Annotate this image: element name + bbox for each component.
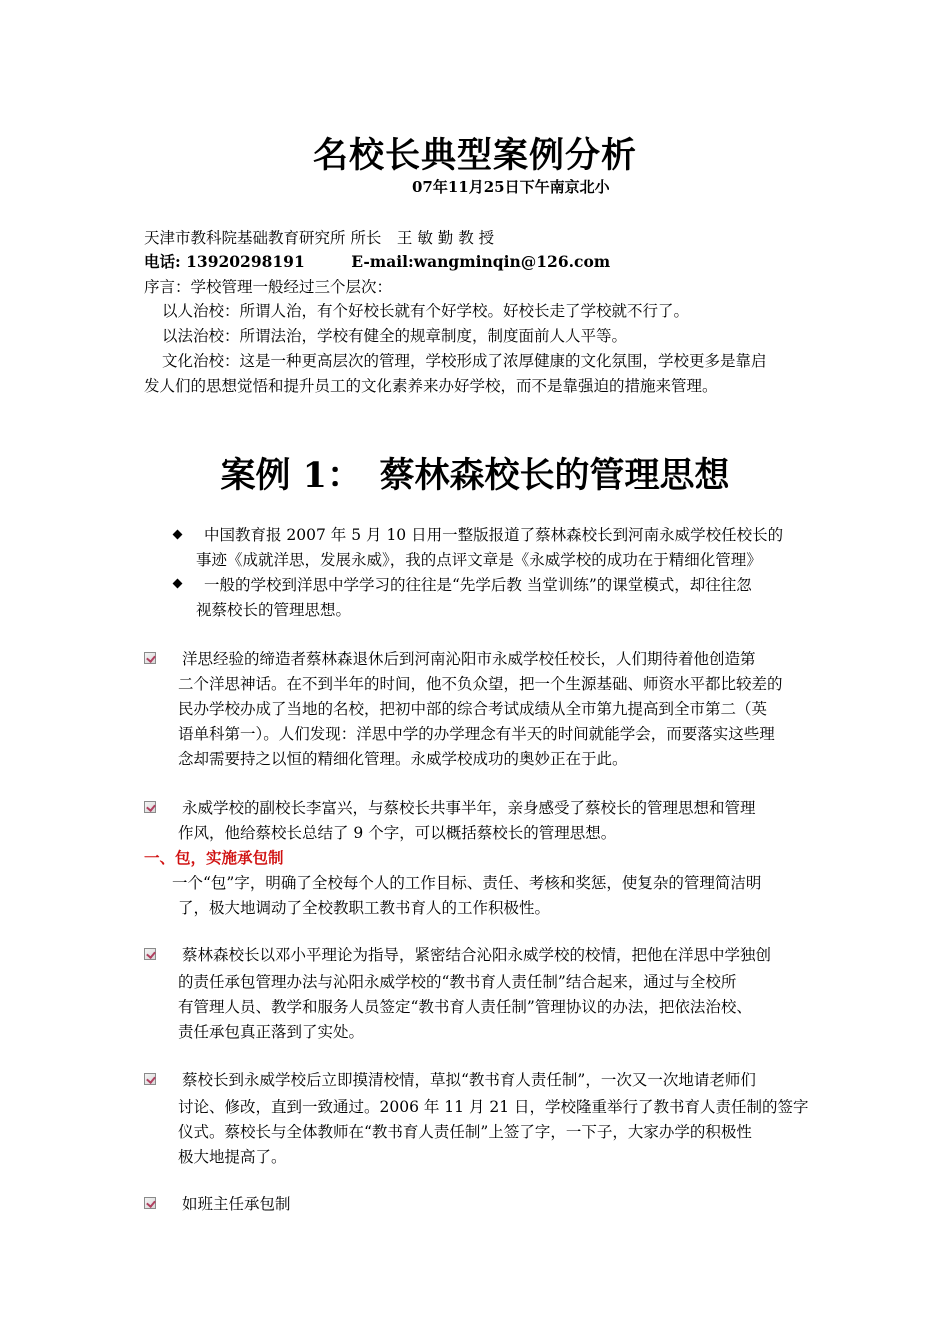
main-title: 名校长典型案例分析 bbox=[312, 135, 637, 176]
diamond-bullet-icon bbox=[173, 579, 183, 589]
checkbox-bullet-icon bbox=[144, 801, 156, 813]
case-title: 案例 1： 蔡林森校长的管理思想 bbox=[220, 455, 730, 496]
author-contact: 电话: 13920298191 E-mail:wangminqin@126.com bbox=[144, 252, 611, 271]
preface-rule-by-person: 以人治校：所谓人治，有个好校长就有个好学校。好校长走了学校就不行了。 bbox=[162, 302, 690, 320]
check-4-line-3: 仪式。蔡校长与全体教师在“教书育人责任制”上签了字，一下子，大家办学的积极性 bbox=[178, 1123, 752, 1141]
diamond-item-1-line-2: 事迹《成就洋思，发展永威》，我的点评文章是《永威学校的成功在于精细化管理》 bbox=[196, 551, 762, 569]
subtitle-date-location: 07年11月25日下午南京北小 bbox=[412, 178, 610, 196]
diamond-item-2-line-1: 一般的学校到洋思中学学习的往往是“先学后教 当堂训练”的课堂模式，却往往忽 bbox=[204, 576, 752, 594]
preface-rule-by-law: 以法治校：所谓法治，学校有健全的规章制度，制度面前人人平等。 bbox=[162, 327, 628, 345]
check-1-line-3: 民办学校办成了当地的名校，把初中部的综合考试成绩从全市第九提高到全市第二（英 bbox=[178, 700, 768, 718]
section-1-heading: 一、包，实施承包制 bbox=[144, 848, 284, 867]
checkbox-bullet-icon bbox=[144, 1197, 156, 1209]
preface-rule-by-culture: 文化治校：这是一种更高层次的管理，学校形成了浓厚健康的文化氛围，学校更多是靠启 bbox=[162, 352, 767, 370]
check-4-line-4: 极大地提高了。 bbox=[178, 1148, 287, 1166]
checkbox-bullet-icon bbox=[144, 948, 156, 960]
section-1-text-line-2: 了，极大地调动了全校教职工教书育人的工作积极性。 bbox=[178, 899, 551, 917]
check-3-line-1: 蔡林森校长以邓小平理论为指导，紧密结合沁阳永威学校的校情，把他在洋思中学独创 bbox=[182, 946, 772, 964]
check-3-line-2: 的责任承包管理办法与沁阳永威学校的“教书育人责任制”结合起来，通过与全校所 bbox=[178, 973, 737, 991]
checkbox-bullet-icon bbox=[144, 652, 156, 664]
check-4-line-2: 讨论、修改，直到一致通过。2006 年 11 月 21 日，学校隆重举行了教书育人责任制的签字 bbox=[178, 1098, 809, 1116]
check-3-line-4: 责任承包真正落到了实处。 bbox=[178, 1023, 365, 1041]
check-1-line-1: 洋思经验的缔造者蔡林森退休后到河南沁阳市永威学校任校长，人们期待着他创造第 bbox=[182, 650, 756, 668]
check-1-line-5: 念却需要持之以恒的精细化管理。永威学校成功的奥妙正在于此。 bbox=[178, 750, 628, 768]
check-2-line-2: 作风，他给蔡校长总结了 9 个字，可以概括蔡校长的管理思想。 bbox=[178, 824, 617, 842]
check-1-line-2: 二个洋思神话。在不到半年的时间，他不负众望，把一个生源基础、师资水平都比较差的 bbox=[178, 675, 783, 693]
diamond-item-1-line-1: 中国教育报 2007 年 5 月 10 日用一整版报道了蔡林森校长到河南永威学校任校长的 bbox=[204, 526, 784, 544]
diamond-item-2-line-2: 视蔡校长的管理思想。 bbox=[196, 601, 352, 619]
preface-rule-by-culture-cont: 发人们的思想觉悟和提升员工的文化素养来办好学校，而不是靠强迫的措施来管理。 bbox=[144, 377, 718, 395]
preface-intro: 序言：学校管理一般经过三个层次： bbox=[144, 278, 393, 296]
check-3-line-3: 有管理人员、教学和服务人员签定“教书育人责任制”管理协议的办法，把依法治校、 bbox=[178, 998, 752, 1016]
check-2-line-1: 永威学校的副校长李富兴，与蔡校长共事半年，亲身感受了蔡校长的管理思想和管理 bbox=[182, 799, 756, 817]
diamond-bullet-icon bbox=[173, 530, 183, 540]
section-1-text-line-1: 一个“包”字，明确了全校每个人的工作目标、责任、考核和奖惩，使复杂的管理简洁明 bbox=[172, 874, 762, 892]
check-5-line-1: 如班主任承包制 bbox=[182, 1195, 291, 1213]
check-1-line-4: 语单科第一）。人们发现：洋思中学的办学理念有半天的时间就能学会，而要落实这些理 bbox=[178, 725, 775, 743]
checkbox-bullet-icon bbox=[144, 1073, 156, 1085]
check-4-line-1: 蔡校长到永威学校后立即摸清校情，草拟“教书育人责任制”，一次又一次地请老师们 bbox=[182, 1071, 756, 1089]
author-affiliation: 天津市教科院基础教育研究所 所长 王 敏 勤 教 授 bbox=[144, 229, 495, 247]
